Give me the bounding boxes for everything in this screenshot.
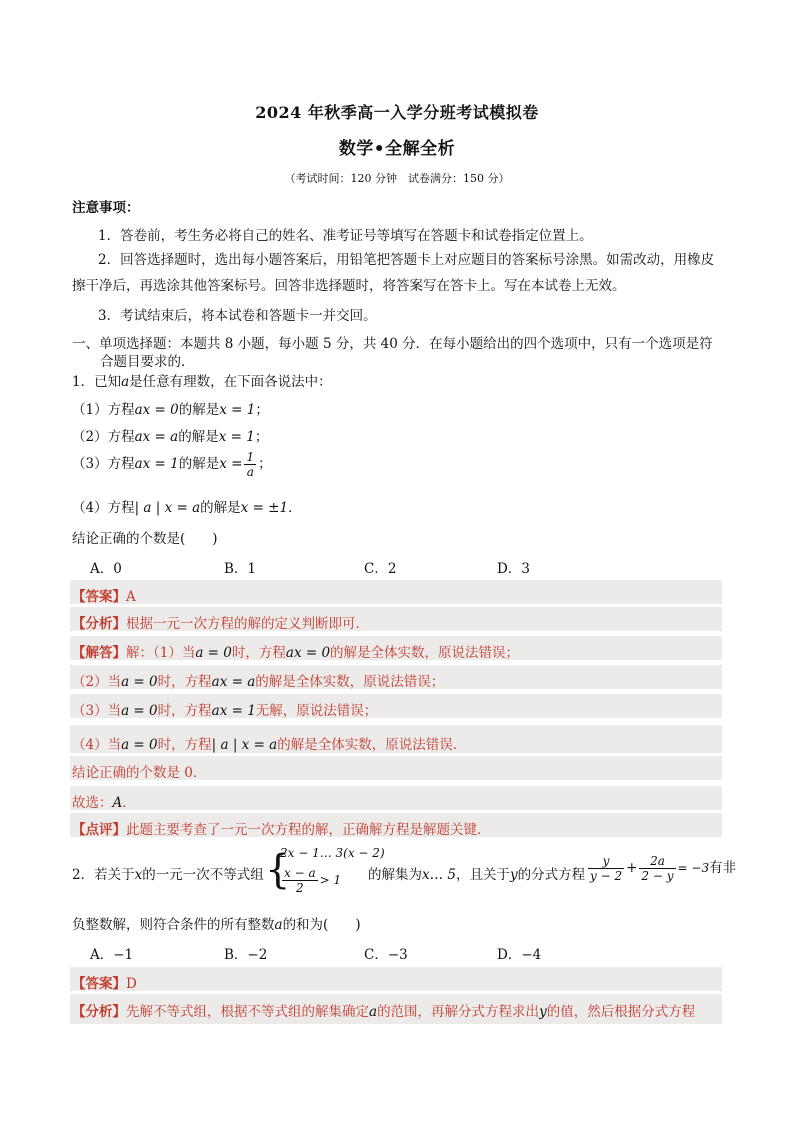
q2-stem-line-2: [72, 913, 361, 933]
q2-inequality-1: 2x − 1… 3(x − 2): [280, 846, 385, 860]
analysis-tag: 【分析】: [72, 616, 126, 632]
comment-text: 此题主要考查了一元一次方程的解，正确解方程是解题关键．: [126, 822, 491, 838]
q1-statement-4: [72, 496, 302, 516]
note-item-1: 1．答卷前，考生务必将自己的姓名、准考证号等填写在答题卡和试卷指定位置上。: [98, 228, 593, 244]
s2-mid: 的解是: [178, 429, 219, 445]
sol4-eq: | a | x = a: [211, 737, 278, 753]
q2-answer-band: [70, 967, 722, 991]
q2-option-a: A．−1: [90, 947, 134, 963]
q1-option-c: C．2: [364, 561, 397, 577]
q2-line2-var: a: [274, 917, 283, 933]
doc-title: 2024 年秋季高一入学分班考试模拟卷: [255, 103, 539, 122]
q2-frac-2: [639, 854, 675, 883]
s4-eq: | a | x = a: [134, 500, 201, 516]
s3-eq: ax = 1: [134, 456, 179, 472]
q2-plus: +: [626, 860, 638, 876]
q2-set: x… 5: [422, 867, 456, 883]
q1-solution-2: [72, 670, 444, 690]
q2-analysis-end: 的值，然后根据分式方程: [546, 1004, 696, 1020]
q2-analysis-var2: y: [539, 1004, 547, 1020]
sol1-mid: 时，方程: [231, 645, 286, 661]
q1-choose: [72, 791, 136, 811]
note-item-2: 2．回答选择题时，选出每小题答案后，用铅笔把答题卡上对应题目的答案标号涂黑。如需改动，用橡皮擦干净后，再选涂其他答案标号。回答非选择题时，将答案写在答卡上。写在本试卷上无效。: [72, 252, 715, 294]
sol4-cond: a = 0: [121, 737, 158, 753]
q2-set-mid: ，且关于: [456, 867, 510, 883]
q1-solution-3: [72, 699, 377, 719]
s3-frac-den: a: [246, 465, 254, 479]
sol4-pre: （4）当: [72, 737, 122, 753]
q2-fraction-equation: [586, 854, 736, 883]
s4-end: ．: [288, 500, 302, 516]
q1-stem-pre: 1．已知: [72, 374, 122, 390]
q2-option-b: B．−2: [224, 947, 268, 963]
sol1-eq: ax = 0: [285, 645, 331, 661]
q1-solution-4: [72, 733, 466, 753]
sol1-cond: a = 0: [195, 645, 232, 661]
q2-line2: 负整数解，则符合条件的所有整数: [72, 917, 275, 933]
q2-var-x: x: [134, 867, 143, 883]
note-item-3: 3．考试结束后，将本试卷和答题卡一并交回。: [98, 308, 377, 324]
s1-ans: x = 1: [219, 402, 256, 418]
sol3-pre: （3）当: [72, 703, 122, 719]
f1-num: y: [588, 854, 624, 869]
s3-end: ；: [258, 456, 272, 472]
sol2-cond: a = 0: [121, 674, 158, 690]
s3-pre: （3）方程: [72, 456, 135, 472]
ineq2-fraction: [282, 866, 318, 895]
s2-ans: x = 1: [218, 429, 255, 445]
q2-answer: [72, 972, 137, 992]
q1-option-b: B．1: [224, 561, 257, 577]
q2-line2-end: 的和为( ): [282, 917, 361, 933]
ineq2-num: x − a: [284, 866, 316, 880]
s3-mid: 的解是: [178, 456, 220, 472]
q1-stem-post: 是任意有理数，在下面各说法中：: [129, 374, 332, 390]
s2-eq: ax = a: [134, 429, 179, 445]
q1-solution-1: [72, 641, 519, 661]
q2-end1: 有非: [709, 860, 737, 876]
q2-var-y: y: [510, 867, 518, 883]
answer-band: [70, 580, 722, 604]
q2-analysis: [72, 1000, 695, 1020]
q1-statement-1: [72, 398, 269, 418]
q2-eq-pre: 的分式方程: [517, 867, 586, 883]
section-heading-cont: 合题目要求的．: [100, 354, 195, 370]
q1-statement-3: [72, 450, 272, 479]
q2-option-c: C．−3: [364, 947, 408, 963]
sol1-end: 的解是全体实数，原说法错误；: [330, 645, 520, 661]
ineq2-den: 2: [295, 881, 304, 895]
q1-option-a: A．0: [90, 561, 122, 577]
q1-solution-conclusion: 结论正确的个数是 0．: [72, 765, 207, 781]
s1-mid: 的解是: [178, 402, 220, 418]
s3-ans: x =: [219, 456, 243, 472]
q2-stem-pre: 2．若关于: [72, 867, 135, 883]
s4-mid: 的解是: [200, 500, 241, 516]
choose-var: A: [112, 795, 123, 811]
q2-analysis-mid: 的范围，再解分式方程求出: [377, 1004, 540, 1020]
s4-ans: x = ±1: [240, 500, 289, 516]
q2-stem-rest: [368, 863, 585, 883]
sol3-mid: 时，方程: [157, 703, 212, 719]
s1-eq: ax = 0: [134, 402, 179, 418]
system-brace: {: [265, 847, 291, 893]
analysis-text: 根据一元一次方程的解的定义判断即可．: [126, 616, 369, 632]
q2-analysis-pre: 先解不等式组，根据不等式组的解集确定: [126, 1004, 369, 1020]
s2-end: ；: [254, 429, 269, 445]
q2-answer-tag: 【答案】: [72, 976, 126, 992]
exam-info: （考试时间：120 分钟 试卷满分：150 分）: [284, 172, 510, 185]
doc-subtitle: 数学•全解全析: [338, 139, 456, 159]
q2-set-pre: 的解集为: [368, 867, 422, 883]
s2-pre: （2）方程: [72, 429, 135, 445]
q2-answer-value: D: [126, 976, 137, 992]
q1-comment: [72, 818, 491, 838]
f2-den: 2 − y: [641, 869, 674, 883]
q2-analysis-tag: 【分析】: [72, 1004, 126, 1020]
sol3-cond: a = 0: [121, 703, 158, 719]
q1-analysis: [72, 612, 369, 632]
choose-band: [70, 786, 722, 810]
q1-stem: [72, 370, 332, 390]
answer-tag: 【答案】: [72, 589, 126, 605]
notes-heading: 注意事项：: [72, 200, 140, 216]
q2-analysis-var: a: [369, 1004, 378, 1020]
sol2-eq: ax = a: [211, 674, 256, 690]
choose-pre: 故选：: [72, 795, 113, 811]
q2-stem-mid: 的一元一次不等式组: [142, 867, 264, 883]
q1-option-d: D．3: [497, 561, 530, 577]
sol2-mid: 时，方程: [157, 674, 212, 690]
q1-statement-2: [72, 425, 268, 445]
choose-end: ．: [122, 795, 136, 811]
q2-stem-pre-block: [72, 863, 264, 883]
q2-eq-rhs: = −3: [677, 861, 710, 875]
sol4-end: 的解是全体实数，原说法错误．: [277, 737, 467, 753]
section-heading: [72, 332, 713, 352]
sol2-end: 的解是全体实数，原说法错误；: [255, 674, 445, 690]
sol4-mid: 时，方程: [157, 737, 212, 753]
comment-tag: 【点评】: [72, 822, 126, 838]
sol3-end: 无解，原说法错误；: [255, 703, 378, 719]
q1-conclusion: 结论正确的个数是( ): [72, 531, 218, 547]
s3-fraction: [244, 450, 256, 479]
q1-var: a: [121, 374, 130, 390]
s4-pre: （4）方程: [72, 500, 135, 516]
sol2-pre: （2）当: [72, 674, 122, 690]
f2-num: 2a: [639, 854, 675, 869]
ineq2-rhs: > 1: [319, 873, 342, 887]
f1-den: y − 2: [590, 869, 623, 883]
s1-end: ；: [255, 402, 269, 418]
s1-pre: （1）方程: [72, 402, 135, 418]
answer-value: A: [126, 589, 136, 605]
q2-frac-1: [588, 854, 624, 883]
s3-frac-num: 1: [246, 450, 255, 464]
q2-inequality-2: [280, 866, 341, 895]
sol1-pre: 解：（1）当: [126, 645, 196, 661]
solution-tag: 【解答】: [72, 645, 126, 661]
section-line-1: 一、单项选择题：本题共 8 小题，每小题 5 分，共 40 分．在每小题给出的四个选项中，只有一个选项是符: [72, 336, 713, 352]
q1-answer: [72, 585, 136, 605]
sol3-eq: ax = 1: [211, 703, 256, 719]
q2-option-d: D．−4: [497, 947, 542, 963]
